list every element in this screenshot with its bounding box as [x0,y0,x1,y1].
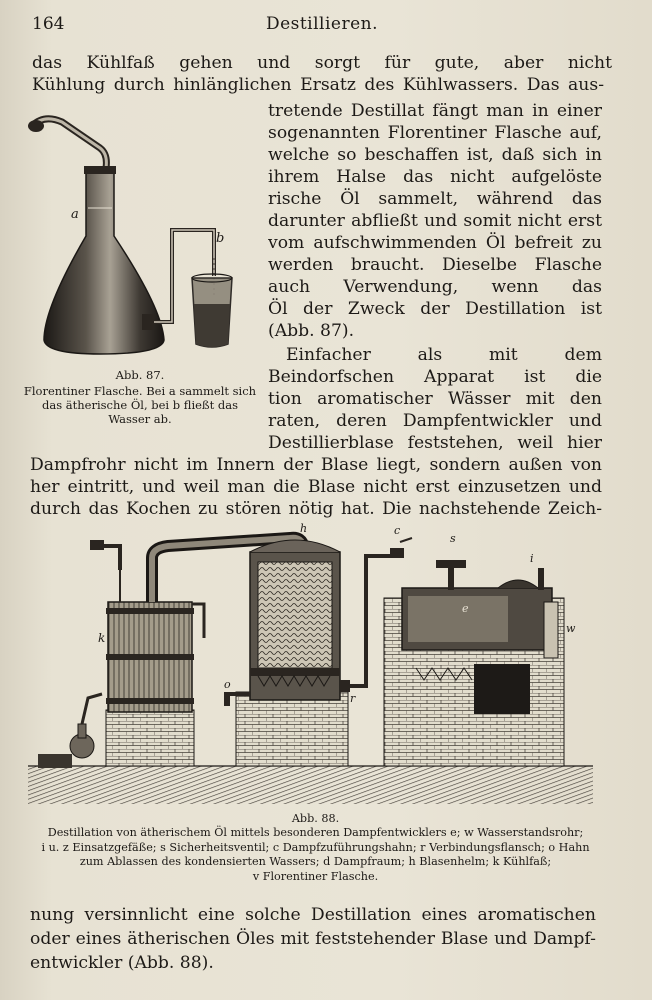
label-e: e [462,602,469,615]
text-line: Destillierblase feststehen, weil hier [268,433,602,453]
text-line: her eintritt, und weil man die Blase nicht erst einzusetzen und [30,477,602,497]
text-line: werden braucht. Dieselbe Flasche [268,255,602,275]
text-line: oder eines ätherischen Öles mit feststehender Blase und Dampf- [30,929,596,949]
text-line: sogenannten Florentiner Flasche auf, [268,123,602,143]
text-line: (Abb. 87). [268,321,355,341]
running-title: Destillieren. [265,14,379,34]
text-line: tretende Destillat fängt man in einer [268,101,602,121]
text-line: Beindorfschen Apparat ist die [268,367,602,387]
caption-line: i u. z Einsatzgefäße; s Sicherheitsventil; c Dampfzuführungshahn; r Verbindungsflansch; o Hahn [41,840,590,854]
text-line: tion aromatischer Wässer mit den [268,389,602,409]
page-number: 164 [32,14,65,34]
text-line: durch das Kochen zu stören nötig hat. Die nachstehende Zeich- [30,499,602,519]
label-k: k [98,631,106,645]
figure-87-caption-text: Florentiner Flasche. Bei a sammelt sich das ätherische Öl, bei b fließt das Wasser ab. [23,384,257,426]
caption-line: v Florentiner Flasche. [252,869,379,883]
label-c: c [394,524,401,537]
text-line: auch Verwendung, wenn das [268,277,602,297]
label-b: b [216,231,225,246]
text-line: Einfacher als mit dem [286,345,602,365]
text-line: vom aufschwimmenden Öl befreit zu [268,233,602,253]
label-o: o [224,678,231,691]
label-a: a [71,207,79,222]
text-line: welche so beschaffen ist, daß sich in [268,145,602,165]
running-header [32,14,612,40]
figure-87-number: Abb. 87. [115,368,165,382]
text-line: entwickler (Abb. 88). [30,953,214,973]
label-h: h [300,522,308,535]
text-line: ihrem Halse das nicht aufgelöste [268,167,602,187]
figure-87-caption [20,368,260,426]
text-line: nung versinnlicht eine solche Destillation eines aromatischen [30,905,596,925]
text-line: Kühlung durch hinlänglichen Ersatz des Kühlwassers. Das aus- [32,75,604,95]
text-line: rische Öl sammelt, während das [268,189,602,209]
caption-line: Destillation von ätherischem Öl mittels besonderen Dampfentwicklers e; w Wasserstandsrohr; [47,826,584,840]
label-s: s [450,532,456,545]
label-i: i [530,552,534,565]
label-r: r [350,692,356,705]
text-line: darunter abfließt und somit nicht erst [268,211,602,231]
figure-87-florentine-flask [22,108,252,366]
text-line: Öl der Zweck der Destillation ist [268,299,602,319]
figure-88-caption [28,812,603,884]
figure-88-number: Abb. 88. [291,812,340,825]
text-line: raten, deren Dampfentwickler und [268,411,602,431]
figure-88-distillation-apparatus [28,518,598,814]
text-line: Dampfrohr nicht im Innern der Blase liegt, sondern außen von [30,455,602,475]
text-line: das Kühlfaß gehen und sorgt für gute, aber nicht [32,53,612,73]
label-w: w [566,622,576,635]
caption-line: zum Ablassen des kondensierten Wassers; d Dampfraum; h Blasenhelm; k Kühlfaß; [79,855,552,869]
